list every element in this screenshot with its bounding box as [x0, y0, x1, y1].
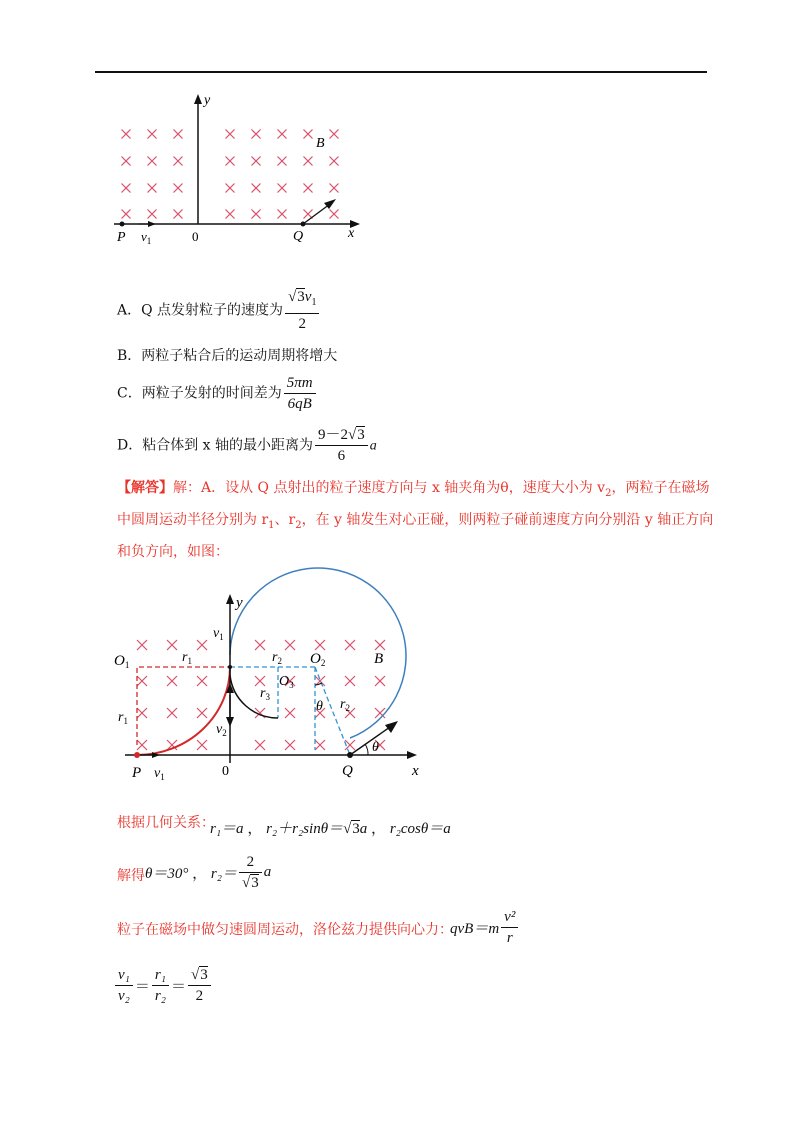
answer-line-1: 【解答】解：A．设从 Q 点射出的粒子速度方向与 x 轴夹角为θ，速度大小为 $v_2$，两粒子在磁场 — [117, 480, 710, 499]
field-cross — [197, 676, 207, 686]
svg-text:B: B — [374, 651, 384, 667]
field-cross — [285, 640, 295, 650]
figure-1-diagram — [110, 88, 370, 248]
svg-text:v1: $v_1$ — [154, 766, 165, 782]
field-cross — [252, 130, 261, 139]
field-cross — [167, 676, 177, 686]
option-d: D．粘合体到 x 轴的最小距离为 $\frac{9-2√3}{6}$ a — [117, 427, 377, 464]
field-cross — [278, 130, 287, 139]
svg-text:r1: $r_1$ — [118, 710, 128, 726]
ratio-equation: $\frac{\text{v₁}}{\text{v₂}}$ ＝ $\frac{\text{r₁}}{\text{r₂}}$ ＝ $\frac{√3}{2}$ — [113, 965, 213, 1006]
field-cross — [375, 640, 385, 650]
point-Q-2 — [347, 752, 353, 758]
svg-text:v2: $v_2$ — [216, 722, 227, 738]
field-cross — [330, 210, 339, 219]
svg-text:O1: $O_1$ — [114, 653, 130, 670]
v1-arrow — [148, 221, 156, 227]
field-cross — [255, 676, 265, 686]
svg-text:P: P — [132, 765, 142, 781]
field-cross — [197, 640, 207, 650]
v2-arrow — [226, 717, 234, 727]
answer-line-3: 和负方向，如图： — [117, 544, 229, 560]
option-c: C．两粒子发射的时间差为 $\frac{5\pi m}{6qB}$ — [117, 373, 318, 414]
field-cross — [122, 130, 131, 139]
solve-equations: θ＝30° ， r₂＝ $\frac{2}{√3}$ a — [145, 854, 272, 891]
y-axis-arrow — [194, 94, 202, 104]
field-cross — [375, 708, 385, 718]
header-rule — [95, 71, 707, 73]
field-cross — [345, 640, 355, 650]
point-P-2 — [134, 752, 140, 758]
x-label: x — [348, 226, 355, 241]
option-c-fraction: $\frac{5\pi m}{6qB}$ — [284, 373, 316, 414]
field-cross — [122, 184, 131, 193]
field-cross — [167, 640, 177, 650]
lorentz-equation: qvB＝m $\frac{\text{v²}}{r}$ — [450, 907, 520, 948]
option-b: B．两粒子粘合后的运动周期将增大 — [117, 348, 338, 364]
field-cross — [304, 157, 313, 166]
field-cross — [197, 740, 207, 750]
svg-text:O3: $O_3$ — [279, 674, 294, 690]
origin-label: 0 — [192, 229, 199, 244]
field-cross — [255, 740, 265, 750]
field-cross — [278, 184, 287, 193]
field-cross — [137, 640, 147, 650]
option-a-fraction: $\frac{√3v_1}{2}$ — [285, 287, 319, 334]
svg-text:θ: θ — [316, 699, 323, 714]
field-cross — [226, 130, 235, 139]
field-cross — [122, 157, 131, 166]
svg-text:r2: $r_2$ — [340, 697, 350, 713]
combined-arc — [230, 675, 278, 718]
field-cross — [304, 210, 313, 219]
field-cross — [278, 157, 287, 166]
field-cross — [174, 210, 183, 219]
field-cross — [167, 708, 177, 718]
field-cross — [252, 157, 261, 166]
figure-2-diagram — [110, 565, 440, 785]
option-d-fraction: $\frac{9-2√3}{6}$ — [315, 425, 368, 466]
field-cross — [148, 157, 157, 166]
field-cross — [174, 130, 183, 139]
field-cross — [252, 210, 261, 219]
field-cross — [226, 157, 235, 166]
Q-label: Q — [293, 229, 304, 244]
lorentz-text: 粒子在磁场中做匀速圆周运动，洛伦兹力提供向心力： — [117, 922, 453, 938]
svg-text:x: x — [412, 763, 419, 779]
field-cross — [122, 210, 131, 219]
field-cross — [226, 184, 235, 193]
svg-text:r1: $r_1$ — [182, 650, 192, 666]
svg-text:r3: $r_3$ — [260, 686, 270, 702]
trajectory-arc-p — [137, 667, 230, 755]
field-cross — [148, 184, 157, 193]
field-cross — [285, 740, 295, 750]
field-crosses — [122, 130, 339, 219]
field-cross — [304, 130, 313, 139]
svg-text:0: 0 — [222, 764, 229, 779]
field-cross — [315, 640, 325, 650]
svg-text:Q: Q — [342, 763, 353, 779]
field-cross — [255, 640, 265, 650]
P-label: P — [117, 230, 126, 245]
field-cross — [174, 184, 183, 193]
field-cross — [315, 740, 325, 750]
field-cross — [148, 130, 157, 139]
field-cross — [345, 676, 355, 686]
field-cross — [285, 708, 295, 718]
solve-label: 解得 — [117, 868, 145, 884]
svg-text:v1: $v_1$ — [213, 626, 224, 642]
field-cross — [137, 740, 147, 750]
answer-line-2: 中圆周运动半径分别为 $r_1$、$r_2$，在 y 轴发生对心正碰，则两粒子碰前速度方向分别沿 y 轴正方向 — [117, 512, 714, 531]
field-cross — [330, 184, 339, 193]
v1-label: $v_1$ — [141, 229, 152, 246]
field-cross — [137, 676, 147, 686]
geometry-equations: r₁＝a ， r₂＋r₂sinθ＝√3a ， r₂cosθ＝a — [210, 821, 451, 837]
point-P — [120, 222, 125, 227]
field-cross — [226, 210, 235, 219]
B-label: B — [316, 136, 325, 151]
field-cross — [174, 157, 183, 166]
svg-text:O2: $O_2$ — [310, 651, 326, 668]
sqrt-sign: √ — [288, 289, 297, 305]
Q-velocity-arrow-2 — [385, 721, 398, 733]
field-cross — [304, 184, 313, 193]
field-cross — [375, 676, 385, 686]
field-cross — [278, 210, 287, 219]
field-cross — [197, 708, 207, 718]
y-label: y — [204, 93, 211, 108]
field-cross — [252, 184, 261, 193]
field-cross — [330, 157, 339, 166]
field-cross — [137, 708, 147, 718]
field-cross — [330, 130, 339, 139]
geometry-label: 根据几何关系： — [117, 815, 215, 831]
svg-text:θ: θ — [372, 740, 379, 755]
svg-text:r2: $r_2$ — [272, 650, 282, 666]
field-cross — [148, 210, 157, 219]
svg-text:y: y — [236, 595, 243, 611]
option-a: A．Q 点发射粒子的速度为 $\frac{√3v_1}{2}$ — [117, 287, 321, 334]
